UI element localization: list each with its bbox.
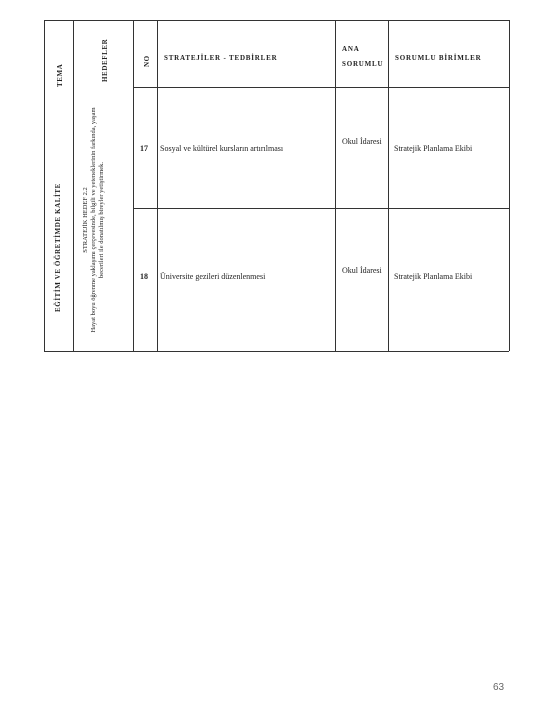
column-divider [335, 20, 336, 351]
row-divider [133, 208, 509, 209]
column-divider [388, 20, 389, 351]
header-ana-sorumlu-line2: SORUMLU [342, 60, 384, 68]
row-18-ana-sorumlu: Okul İdaresi [342, 266, 382, 275]
row-18-sorumlu-birimler: Stratejik Planlama Ekibi [394, 272, 473, 281]
strategy-table [44, 20, 509, 351]
row-18-strateji: Üniversite gezileri düzenlenmesi [160, 272, 266, 281]
hedef-value [82, 95, 106, 345]
page-number: 63 [493, 682, 505, 693]
hedef-title: STRATEJİK HEDEF 2.2 [82, 187, 89, 253]
row-17-sorumlu-birimler: Stratejik Planlama Ekibi [394, 144, 473, 153]
header-sorumlu-birimler: SORUMLU BİRİMLER [395, 54, 482, 62]
column-divider [157, 20, 158, 351]
row-17-strateji: Sosyal ve kültürel kursların artırılması [160, 144, 284, 153]
table-border-bottom [44, 351, 509, 352]
tema-value: EĞİTİM VE ÖĞRETİMDE KALİTE [54, 183, 62, 312]
header-no: NO [143, 55, 151, 67]
hedef-description: Hayat boyu öğrenme yaklaşımı çerçevesinde, bilgili ve yeteneklerinin farkında, yaşam becerileri ile donatılmış bireyler yetiştirmek. [90, 107, 105, 333]
row-17-ana-sorumlu: Okul İdaresi [342, 137, 382, 146]
header-tema: TEMA [56, 63, 64, 87]
column-divider [133, 20, 134, 351]
header-row-divider [133, 87, 509, 88]
column-divider [73, 20, 74, 351]
table-border-top [44, 20, 509, 21]
header-ana-sorumlu-line1: ANA [342, 45, 360, 53]
header-stratejiler: STRATEJİLER - TEDBİRLER [164, 54, 278, 62]
table-border-left [44, 20, 45, 351]
row-17-no: 17 [140, 144, 148, 153]
table-border-right [509, 20, 510, 351]
row-18-no: 18 [140, 272, 148, 281]
header-hedefler: HEDEFLER [101, 38, 109, 82]
